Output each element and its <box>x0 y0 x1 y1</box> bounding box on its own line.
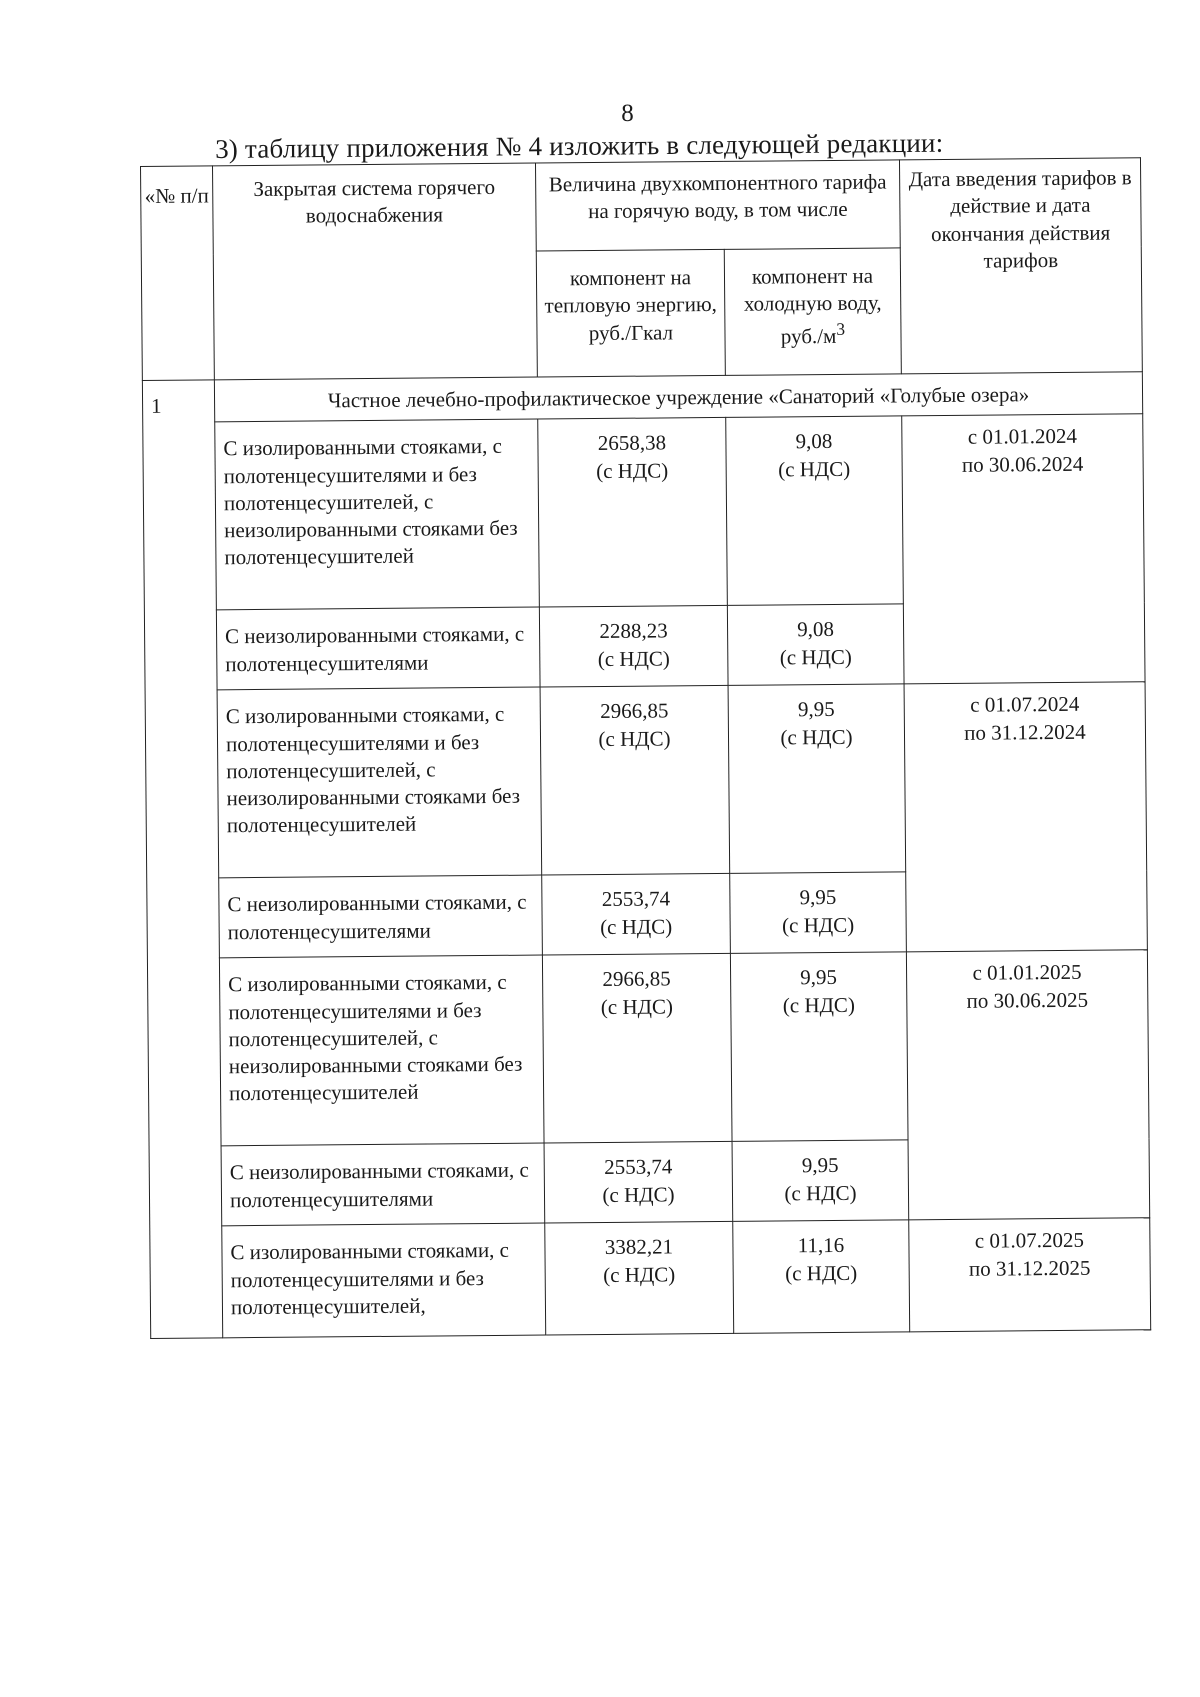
water-value: 11,16 <box>797 1233 845 1258</box>
water-value: 9,95 <box>797 697 835 722</box>
header-row <box>141 158 1142 255</box>
water-value: 9,95 <box>801 1153 839 1178</box>
heat-value: 2966,85 <box>602 966 671 992</box>
vat-label: (с НДС) <box>782 912 855 938</box>
heat-value-cell <box>544 1142 733 1224</box>
date-to: по 31.12.2024 <box>964 719 1086 745</box>
heat-value-cell <box>545 1222 734 1336</box>
system-type-cell: С неизолированными стояками, с полотенцесушителями <box>216 607 540 690</box>
table-row <box>150 1218 1151 1339</box>
header-heat-component: компонент на тепловую энергию, руб./Гкал <box>536 249 725 377</box>
heat-value-cell <box>540 686 730 876</box>
vat-label: (с НДС) <box>600 993 673 1019</box>
table-row <box>145 682 1147 879</box>
heat-value-cell <box>542 954 732 1144</box>
date-range-cell <box>902 414 1145 684</box>
heat-value-cell <box>542 874 731 956</box>
date-range-cell <box>906 950 1149 1220</box>
heat-value: 2658,38 <box>597 430 667 456</box>
water-value: 9,95 <box>800 965 838 990</box>
row-number: 1 <box>142 380 222 1339</box>
date-from: с 01.01.2024 <box>967 424 1078 450</box>
header-tariff: Величина двухкомпонентного тарифа на горячую воду, в том числе <box>535 160 900 251</box>
vat-label: (с НДС) <box>782 992 855 1018</box>
heat-value: 3382,21 <box>604 1234 674 1260</box>
date-to: по 30.06.2025 <box>966 987 1089 1013</box>
system-type-cell: С изолированными стояками, с полотенцесушителями и без полотенцесушителей, с неизолированными стояками без полотенцесушителей <box>217 687 542 878</box>
vat-label: (с НДС) <box>598 725 671 751</box>
header-dates: Дата введения тарифов в действие и дата окончания действия тарифов <box>899 158 1142 374</box>
heat-value-cell <box>539 606 728 688</box>
vat-label: (с НДС) <box>785 1260 858 1286</box>
table-row <box>143 414 1145 611</box>
vat-label: (с НДС) <box>784 1180 857 1206</box>
date-from: с 01.07.2024 <box>970 692 1080 718</box>
header-number: «№ п/п <box>141 166 215 381</box>
water-value: 9,95 <box>799 885 837 910</box>
heat-value-cell <box>538 418 728 608</box>
date-range-cell <box>909 1218 1151 1332</box>
vat-label: (с НДС) <box>597 645 670 671</box>
vat-label: (с НДС) <box>602 1181 675 1207</box>
header-water-sup: 3 <box>836 318 846 339</box>
water-value-cell <box>726 416 904 606</box>
system-type-cell: С изолированными стояками, с полотенцесушителями и без полотенцесушителей, <box>222 1223 546 1338</box>
heat-value: 2553,74 <box>604 1154 673 1180</box>
water-value: 9,08 <box>795 429 833 454</box>
water-value-cell <box>728 684 906 874</box>
tariff-table <box>140 157 1151 1339</box>
heat-value: 2553,74 <box>601 886 671 912</box>
header-water-component <box>724 248 901 376</box>
date-from: с 01.01.2025 <box>972 960 1082 986</box>
vat-label: (с НДС) <box>596 457 669 483</box>
vat-label: (с НДС) <box>778 456 851 482</box>
date-to: по 31.12.2025 <box>968 1255 1091 1281</box>
vat-label: (с НДС) <box>600 913 673 939</box>
table-row <box>147 950 1149 1147</box>
heat-value: 2288,23 <box>599 618 668 644</box>
system-type-cell: С изолированными стояками, с полотенцесушителями и без полотенцесушителей, с неизолированными стояками без полотенцесушителей <box>215 419 540 610</box>
vat-label: (с НДС) <box>780 724 853 750</box>
water-value-cell <box>730 952 908 1142</box>
heat-value: 2966,85 <box>600 698 669 724</box>
water-value-cell <box>730 872 907 954</box>
system-type-cell: С изолированными стояками, с полотенцесушителями и без полотенцесушителей, с неизолированными стояками без полотенцесушителей <box>219 955 544 1146</box>
vat-label: (с НДС) <box>603 1261 676 1287</box>
system-type-cell: С неизолированными стояками, с полотенцесушителями <box>219 875 543 958</box>
water-value: 9,08 <box>797 617 835 642</box>
intro-text: 3) таблицу приложения № 4 изложить в следующей редакции: <box>215 127 944 164</box>
date-to: по 30.06.2024 <box>961 451 1084 477</box>
page-number: 8 <box>621 100 634 127</box>
date-from: с 01.07.2025 <box>974 1228 1085 1254</box>
date-range-cell <box>904 682 1147 952</box>
org-name: Частное лечебно-профилактическое учреждение «Санаторий «Голубые озера» <box>214 372 1142 422</box>
header-water-text: компонент на холодную воду, руб./м <box>743 263 882 349</box>
system-type-cell: С неизолированными стояками, с полотенцесушителями <box>221 1143 545 1226</box>
water-value-cell <box>727 604 904 686</box>
vat-label: (с НДС) <box>779 644 852 670</box>
water-value-cell <box>732 1140 909 1222</box>
water-value-cell <box>733 1220 910 1334</box>
header-system: Закрытая система горячего водоснабжения <box>213 163 538 380</box>
